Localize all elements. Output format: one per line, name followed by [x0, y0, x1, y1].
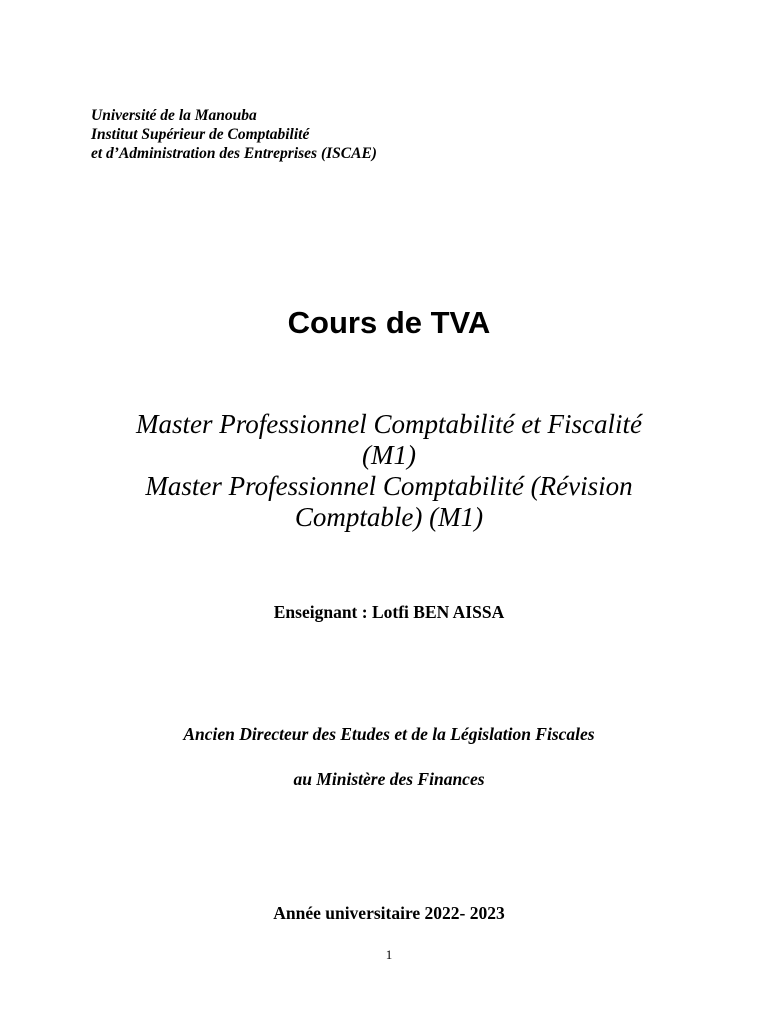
- teacher-role: Ancien Directeur des Etudes et de la Législation Fiscales: [183, 724, 595, 744]
- page-number: 1: [385, 947, 393, 962]
- institute-name-continued: et d’Administration des Entreprises (ISCAE): [91, 145, 377, 162]
- institute-name: Institut Supérieur de Comptabilité: [91, 126, 310, 143]
- teacher-name: Enseignant : Lotfi BEN AISSA: [273, 602, 505, 622]
- academic-year: Année universitaire 2022- 2023: [273, 903, 505, 923]
- university-name: Université de la Manouba: [91, 107, 257, 124]
- course-title: Cours de TVA: [287, 305, 491, 340]
- program-line: (M1): [362, 440, 416, 470]
- institution-header: [91, 106, 377, 163]
- teacher-ministry: au Ministère des Finances: [293, 769, 485, 789]
- program-line: Master Professionnel Comptabilité et Fiscalité: [136, 409, 642, 439]
- program-list: [0, 409, 768, 533]
- program-line: Comptable) (M1): [294, 502, 484, 532]
- program-line: Master Professionnel Comptabilité (Révision: [145, 471, 633, 501]
